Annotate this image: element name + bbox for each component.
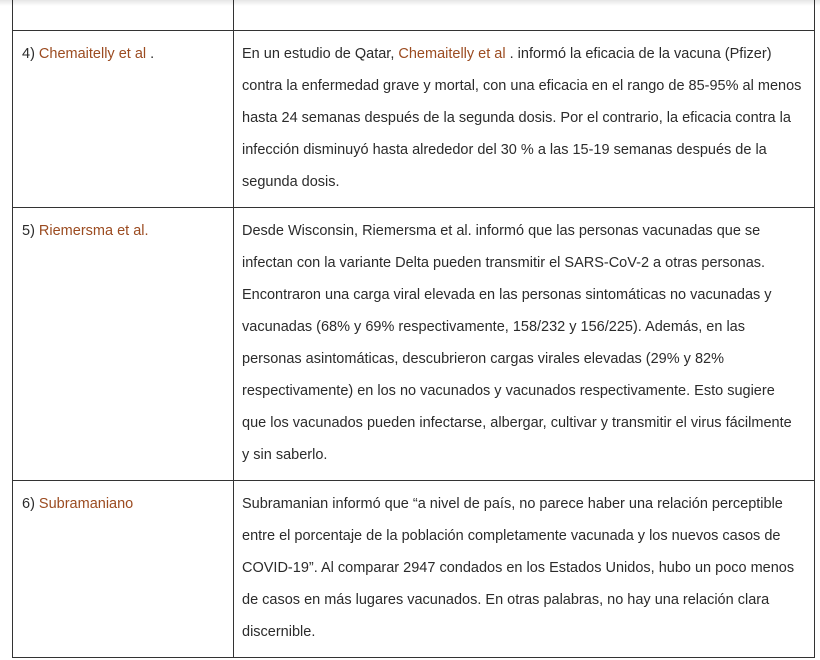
- author-link[interactable]: Riemersma et al.: [38, 223, 149, 239]
- studies-table: [12, 0, 815, 658]
- table-row: [13, 481, 814, 658]
- finding-text-before: En un estudio de Qatar,: [242, 46, 399, 62]
- finding-cell: [234, 481, 814, 657]
- finding-cell: [234, 208, 814, 480]
- row-number: 5): [22, 223, 39, 239]
- table-row: [13, 208, 814, 481]
- finding-text-after: . informó la eficacia de la vacuna (Pfizer) contra la enfermedad grave y mortal, con una eficacia en el rango de 85-95% al menos hasta 24 semanas después de la segunda dosis. Por el contrario, la eficacia contra la infección disminuyó hasta alrededor del 30 % a las 15-19 semanas después de la segunda dosis.: [242, 46, 802, 190]
- finding-text: Desde Wisconsin, Riemersma et al. informó que las personas vacunadas que se infectan con la variante Delta pueden transmitir el SARS-CoV-2 a otras personas. Encontraron una carga viral elevada en las personas sintomáticas no vacunadas y vacunadas (68% y 69% respectivamente, 158/232 y 156/225). Además, en las personas asintomáticas, descubrieron cargas virales elevadas (29% y 82% respectivamente) en los no vacunados y vacunados respectivamente. Esto sugiere que los vacunados pueden infectarse, albergar, cultivar y transmitir el virus fácilmente y sin saberlo.: [242, 223, 792, 463]
- finding-text: Subramanian informó que “a nivel de país, no parece haber una relación perceptible entre el porcentaje de la población completamente vacunada y los nuevos casos de COVID-19”. Al comparar 2947 condados en los Estados Unidos, hubo un poco menos de casos en más lugares vacunados. En otras palabras, no hay una relación clara discernible.: [242, 496, 795, 640]
- author-link[interactable]: Subramaniano: [38, 496, 134, 512]
- table-row: [13, 31, 814, 208]
- top-scroll-shadow: [0, 0, 820, 6]
- author-cell: [13, 24, 234, 207]
- author-suffix: .: [146, 46, 155, 62]
- author-link[interactable]: Chemaitelly et al: [38, 46, 147, 62]
- finding-author-link[interactable]: Chemaitelly et al: [398, 46, 506, 62]
- row-number: 6): [22, 496, 39, 512]
- author-cell: [13, 474, 234, 657]
- author-cell: [13, 201, 234, 480]
- row-number: 4): [22, 46, 39, 62]
- finding-cell: [234, 31, 814, 207]
